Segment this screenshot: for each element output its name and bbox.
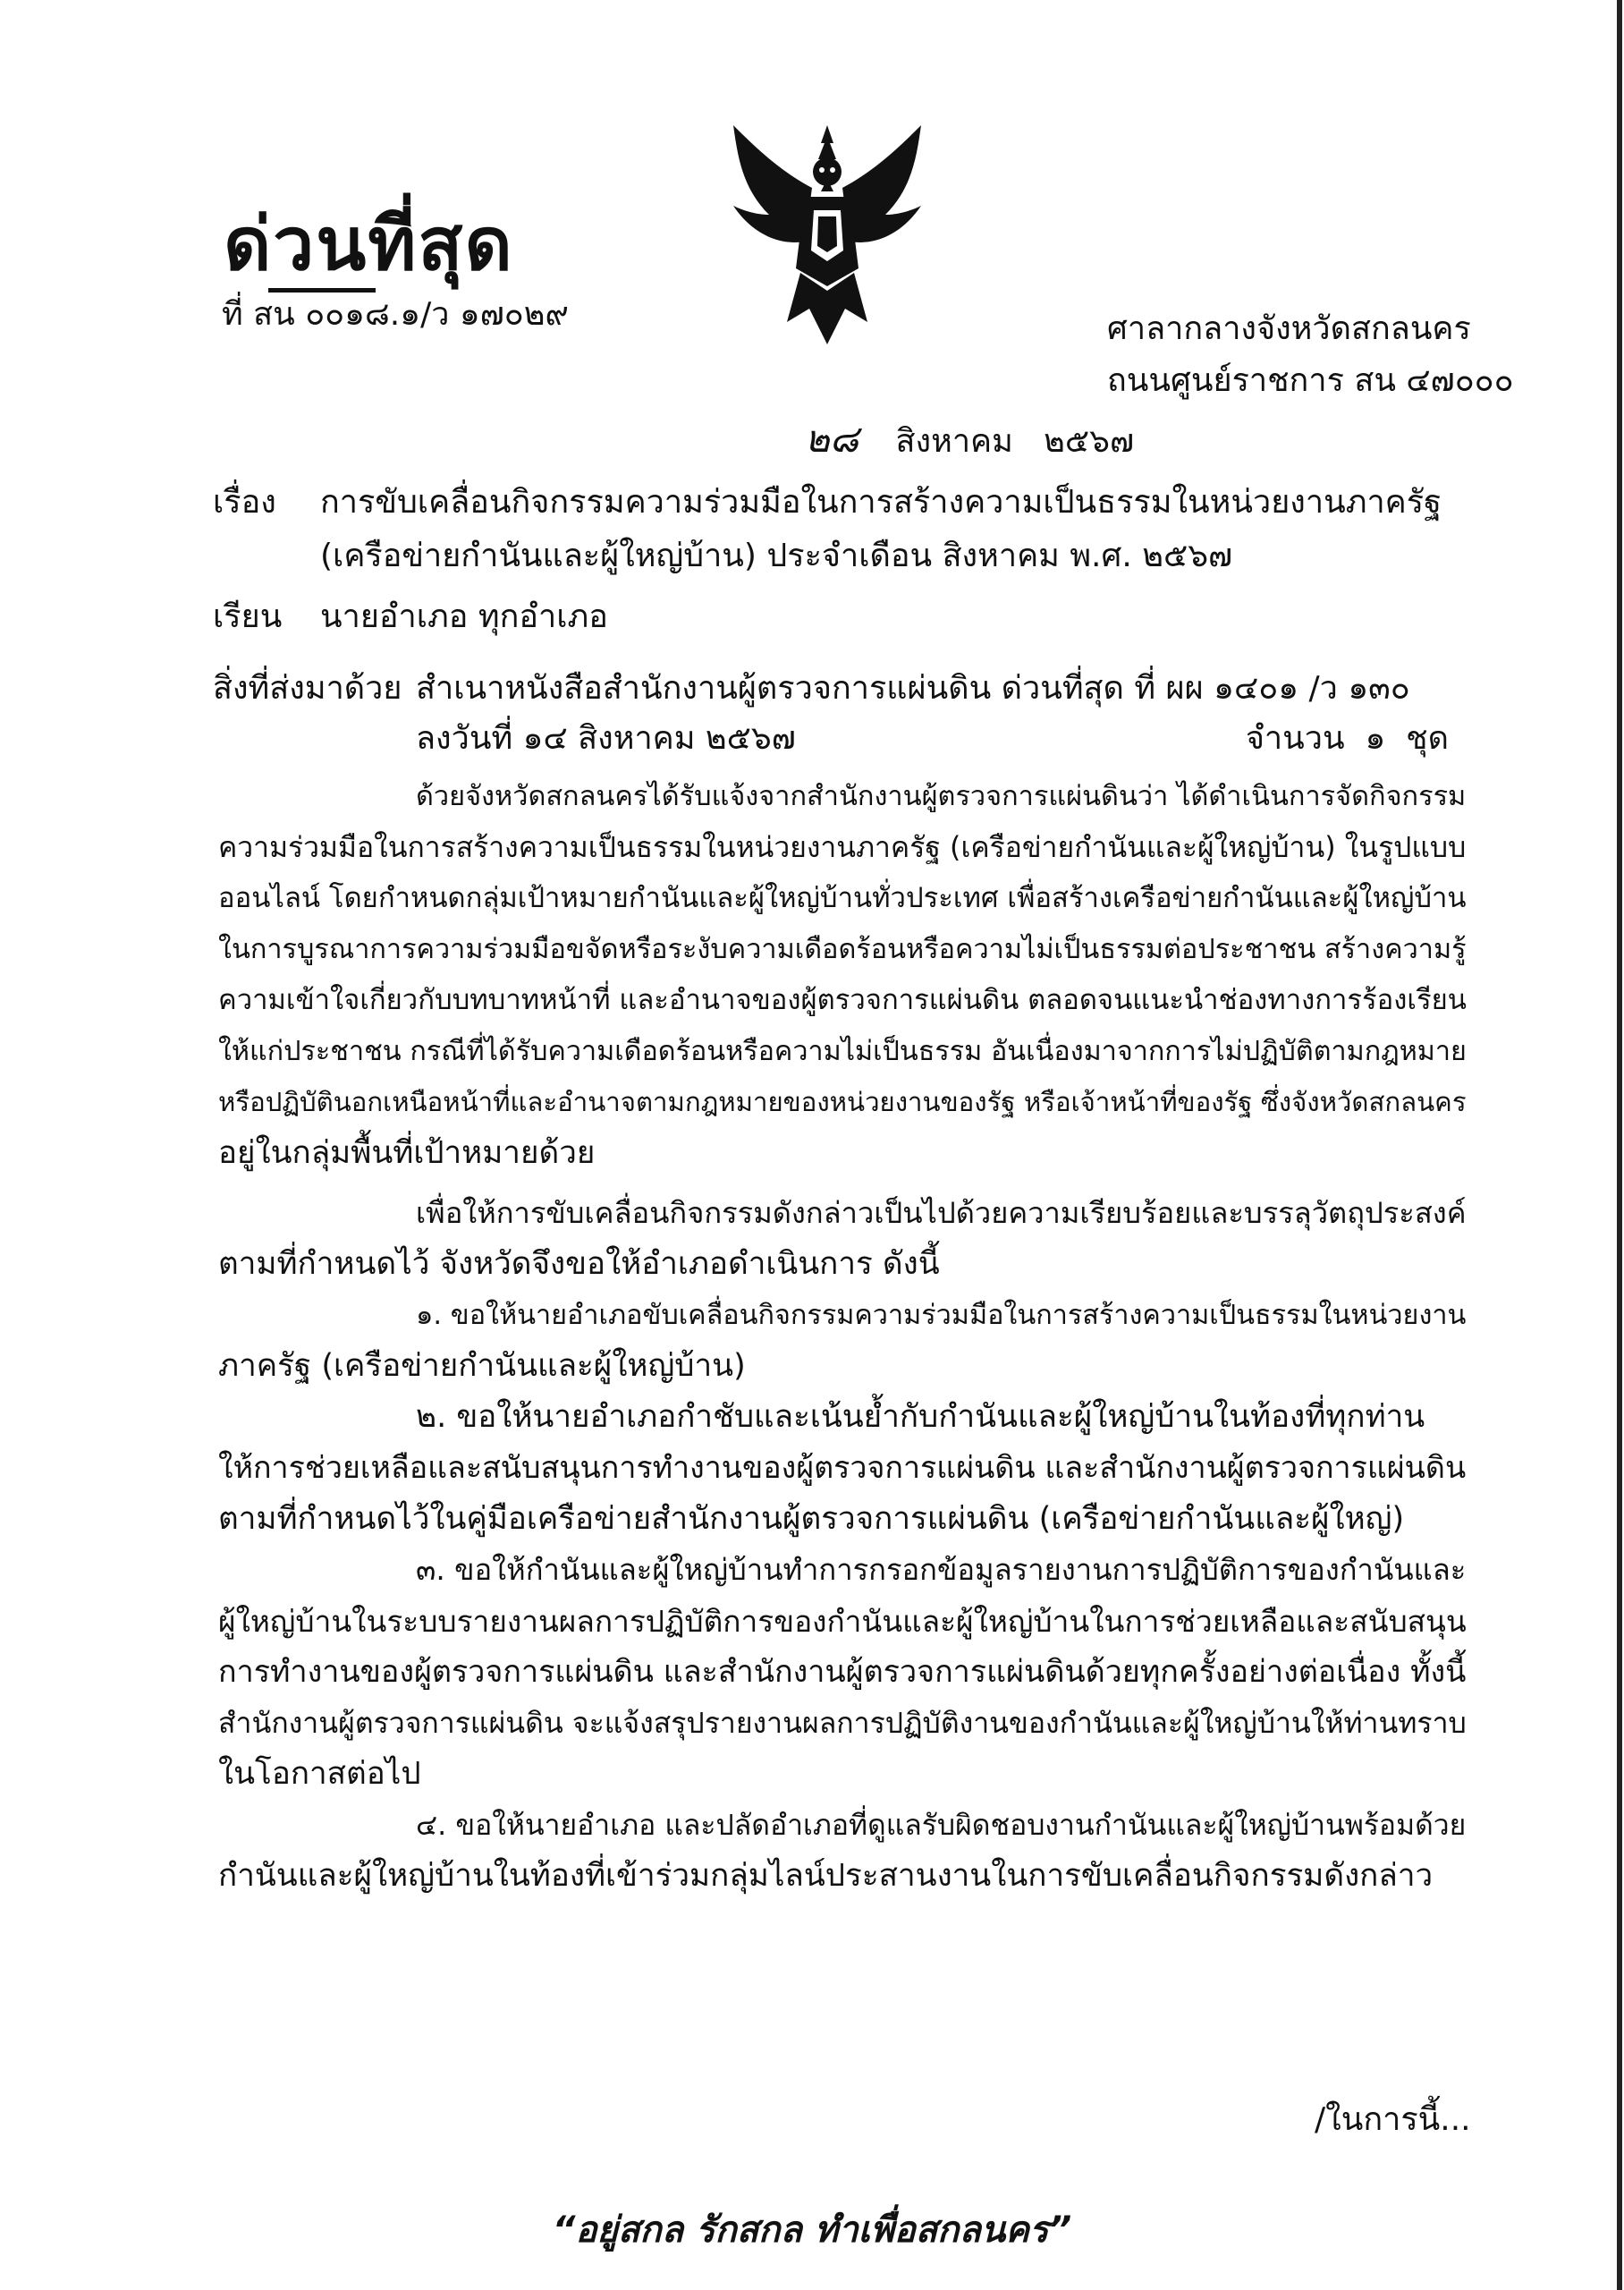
subject-label: เรื่อง	[213, 484, 276, 521]
urgency-stamp: ด่วนที่สุด	[224, 202, 514, 287]
office-address-line1: ศาลากลางจังหวัดสกลนคร	[1107, 310, 1471, 347]
item-2-line-2: ให้การช่วยเหลือและสนับสนุนการทำงานของผู้ตรวจการแผ่นดิน และสำนักงานผู้ตรวจการแผ่นดิน	[218, 1450, 1467, 1486]
item-1-line-1: ๑. ขอให้นายอำเภอขับเคลื่อนกิจกรรมความร่วมมือในการสร้างความเป็นธรรมในหน่วยงาน	[416, 1300, 1467, 1331]
paragraph-1-line-8: อยู่ในกลุ่มพื้นที่เป้าหมายด้วย	[218, 1135, 596, 1171]
date-month-year: สิงหาคม ๒๕๖๗	[895, 423, 1135, 460]
paragraph-1-line-7: หรือปฏิบัตินอกเหนือหน้าที่และอำนาจตามกฎหมายของหน่วยงานของรัฐ หรือเจ้าหน้าที่ของรัฐ ซึ่งจังหวัดสกลนคร	[218, 1087, 1467, 1117]
recipient-value: นายอำเภอ ทุกอำเภอ	[320, 598, 608, 635]
provincial-motto: “อยู่สกล รักสกล ทำเพื่อสกลนคร”	[552, 2209, 1072, 2251]
scan-edge-border	[1617, 0, 1622, 2290]
enclosure-label: สิ่งที่ส่งมาด้วย	[213, 670, 402, 707]
item-1-line-2: ภาครัฐ (เครือข่ายกำนันและผู้ใหญ่บ้าน)	[218, 1348, 746, 1384]
item-3-line-5: ในโอกาสต่อไป	[218, 1756, 421, 1792]
office-address-line2: ถนนศูนย์ราชการ สน ๔๗๐๐๐	[1107, 362, 1514, 399]
item-2-line-3: ตามที่กำหนดไว้ในคู่มือเครือข่ายสำนักงานผู้ตรวจการแผ่นดิน (เครือข่ายกำนันและผู้ใหญ่)	[218, 1501, 1405, 1537]
item-3-line-4: สำนักงานผู้ตรวจการแผ่นดิน จะแจ้งสรุปรายงานผลการปฏิบัติงานของกำนันและผู้ใหญ่บ้านให้ท่านทราบ	[218, 1706, 1467, 1740]
paragraph-1-line-4: ในการบูรณาการความร่วมมือขจัดหรือระงับความเดือดร้อนหรือความไม่เป็นธรรมต่อประชาชน สร้างความรู้	[218, 934, 1467, 965]
enclosure-line1: สำเนาหนังสือสำนักงานผู้ตรวจการแผ่นดิน ด่วนที่สุด ที่ ผผ ๑๔๐๑ /ว ๑๓๐	[416, 670, 1410, 707]
recipient-label: เรียน	[213, 598, 283, 635]
paragraph-1-line-2: ความร่วมมือในการสร้างความเป็นธรรมในหน่วยงานภาครัฐ (เครือข่ายกำนันและผู้ใหญ่บ้าน) ในรูปแบบ	[218, 830, 1467, 864]
paragraph-1-line-6: ให้แก่ประชาชน กรณีที่ได้รับความเดือดร้อนหรือความไม่เป็นธรรม อันเนื่องมาจากการไม่ปฏิบัติตามกฎหมาย	[218, 1036, 1467, 1067]
date-day: ๒๘	[805, 417, 859, 461]
continuation-marker: /ในการนี้...	[1315, 2101, 1471, 2138]
item-2-line-1: ๒. ขอให้นายอำเภอกำชับและเน้นย้ำกับกำนันและผู้ใหญ่บ้านในท้องที่ทุกท่าน	[416, 1399, 1425, 1435]
item-3-line-3: การทำงานของผู้ตรวจการแผ่นดิน และสำนักงานผู้ตรวจการแผ่นดินด้วยทุกครั้งอย่างต่อเนื่อง ทั้งนี้	[218, 1654, 1467, 1690]
paragraph-1-line-3: ออนไลน์ โดยกำหนดกลุ่มเป้าหมายกำนันและผู้ใหญ่บ้านทั่วประเทศ เพื่อสร้างเครือข่ายกำนันและผู้ใหญ่บ้าน	[218, 882, 1467, 914]
subject-line1: การขับเคลื่อนกิจกรรมความร่วมมือในการสร้างความเป็นธรรมในหน่วยงานภาครัฐ	[320, 484, 1442, 521]
enclosure-quantity: จำนวน ๑ ชุด	[1245, 720, 1449, 757]
document-date	[805, 410, 1134, 469]
paragraph-1-line-1: ด้วยจังหวัดสกลนครได้รับแจ้งจากสำนักงานผู้ตรวจการแผ่นดินว่า ได้ดำเนินการจัดกิจกรรม	[416, 781, 1467, 812]
subject-line2: (เครือข่ายกำนันและผู้ใหญ่บ้าน) ประจำเดือน สิงหาคม พ.ศ. ๒๕๖๗	[320, 538, 1233, 574]
enclosure-line2: ลงวันที่ ๑๔ สิงหาคม ๒๕๖๗	[416, 720, 796, 757]
paragraph-2-line-2: ตามที่กำหนดไว้ จังหวัดจึงขอให้อำเภอดำเนินการ ดังนี้	[218, 1246, 940, 1282]
paragraph-1-line-5: ความเข้าใจเกี่ยวกับบทบาทหน้าที่ และอำนาจของผู้ตรวจการแผ่นดิน ตลอดจนแนะนำช่องทางการร้องเรียน	[218, 984, 1467, 1016]
garuda-emblem-icon	[715, 116, 939, 358]
item-4-line-1: ๔. ขอให้นายอำเภอ และปลัดอำเภอที่ดูแลรับผิดชอบงานกำนันและผู้ใหญ่บ้านพร้อมด้วย	[416, 1808, 1467, 1842]
item-4-line-2: กำนันและผู้ใหญ่บ้านในท้องที่เข้าร่วมกลุ่มไลน์ประสานงานในการขับเคลื่อนกิจกรรมดังกล่าว	[218, 1858, 1434, 1894]
item-3-line-1: ๓. ขอให้กำนันและผู้ใหญ่บ้านทำการกรอกข้อมูลรายงานการปฏิบัติการของกำนันและ	[416, 1553, 1467, 1587]
item-3-line-2: ผู้ใหญ่บ้านในระบบรายงานผลการปฏิบัติการของกำนันและผู้ใหญ่บ้านในการช่วยเหลือและสนับสนุน	[218, 1604, 1467, 1639]
paragraph-2-line-1: เพื่อให้การขับเคลื่อนกิจกรรมดังกล่าวเป็นไปด้วยความเรียบร้อยและบรรลุวัตถุประสงค์	[416, 1196, 1467, 1230]
document-number: ที่ สน ๐๐๑๘.๑/ว ๑๗๐๒๙	[222, 296, 569, 333]
